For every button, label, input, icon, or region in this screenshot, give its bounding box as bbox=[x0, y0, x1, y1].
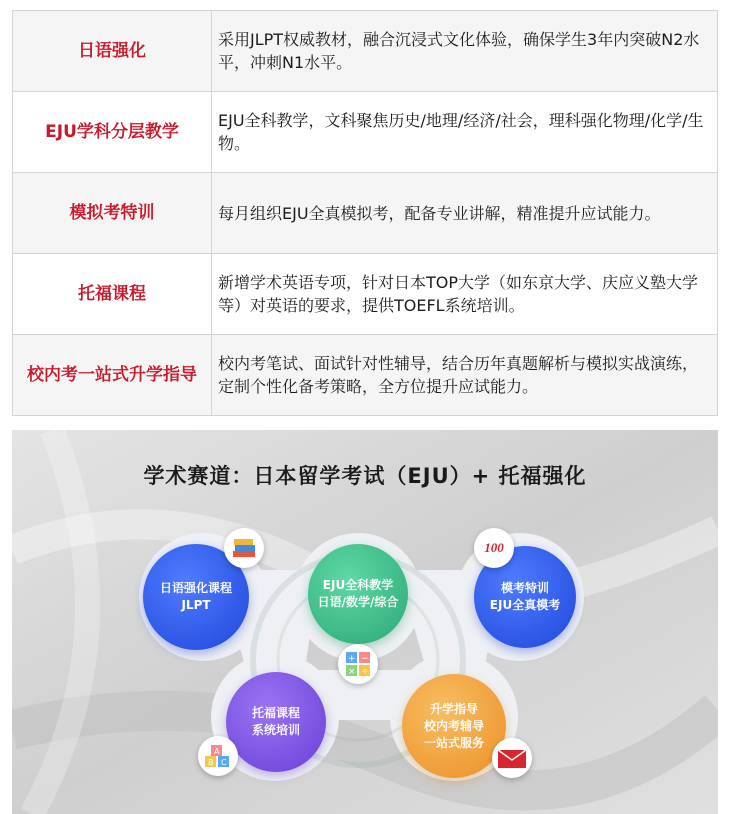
svg-text:÷: ÷ bbox=[361, 667, 369, 677]
svg-text:C: C bbox=[221, 758, 227, 767]
svg-text:−: − bbox=[361, 654, 369, 664]
program-table bbox=[12, 10, 718, 416]
books-icon bbox=[224, 528, 264, 568]
guidance-sub2: 一站式服务 bbox=[423, 735, 484, 750]
japanese-course-sub: JLPT bbox=[181, 598, 211, 612]
row-text: 校内考笔试、面试针对性辅导，结合历年真题解析与模拟实战演练，定制个性化备考策略，全方位提升应试能力。 bbox=[212, 335, 718, 416]
toefl-course-sub: 系统培训 bbox=[251, 723, 300, 737]
eju-course-title: EJU全科教学 bbox=[322, 578, 394, 592]
svg-text:A: A bbox=[214, 747, 220, 756]
table-row bbox=[13, 11, 718, 92]
table-row bbox=[13, 254, 718, 335]
envelope-icon bbox=[497, 747, 527, 769]
guidance-sub: 校内考辅导 bbox=[423, 718, 484, 733]
abc-blocks-icon bbox=[198, 736, 238, 776]
row-text: EJU全科教学，文科聚焦历史/地理/经济/社会，理科强化物理/化学/生物。 bbox=[212, 92, 718, 173]
toefl-course-title: 托福课程 bbox=[251, 706, 300, 720]
guidance-title: 升学指导 bbox=[429, 701, 478, 716]
row-text: 采用JLPT权威教材，融合沉浸式文化体验，确保学生3年内突破N2水平，冲刺N1水平。 bbox=[212, 11, 718, 92]
math-symbols-icon bbox=[338, 644, 378, 684]
row-label: EJU学科分层教学 bbox=[13, 92, 212, 173]
row-label: 托福课程 bbox=[13, 254, 212, 335]
svg-text:+: + bbox=[348, 654, 356, 664]
score-100-icon bbox=[474, 528, 514, 568]
table-row bbox=[13, 92, 718, 173]
poster-title: 学术赛道：日本留学考试（EJU）+ 托福强化 bbox=[143, 464, 587, 488]
toefl-course-circle bbox=[226, 672, 326, 772]
mock-exam-sub: EJU全真模考 bbox=[489, 598, 561, 612]
eju-course-sub: 日语/数学/综合 bbox=[317, 595, 399, 609]
eju-course-circle bbox=[308, 544, 408, 644]
row-label: 校内考一站式升学指导 bbox=[13, 335, 212, 416]
row-text: 新增学术英语专项，针对日本TOP大学（如东京大学、庆应义塾大学等）对英语的要求，提供TOEFL系统培训。 bbox=[212, 254, 718, 335]
mock-exam-title: 模考特训 bbox=[500, 581, 549, 595]
row-label: 模拟考特训 bbox=[13, 173, 212, 254]
score-label: 100 bbox=[484, 540, 504, 555]
table-row bbox=[13, 173, 718, 254]
japanese-course-title: 日语强化课程 bbox=[159, 581, 232, 595]
svg-text:B: B bbox=[208, 758, 214, 767]
row-label: 日语强化 bbox=[13, 11, 212, 92]
admission-letter-icon bbox=[492, 738, 532, 778]
row-text: 每月组织EJU全真模拟考，配备专业讲解，精准提升应试能力。 bbox=[212, 173, 718, 254]
academic-track-poster bbox=[12, 430, 718, 814]
svg-text:×: × bbox=[348, 667, 356, 677]
table-row bbox=[13, 335, 718, 416]
admission-guidance-circle bbox=[402, 674, 506, 778]
